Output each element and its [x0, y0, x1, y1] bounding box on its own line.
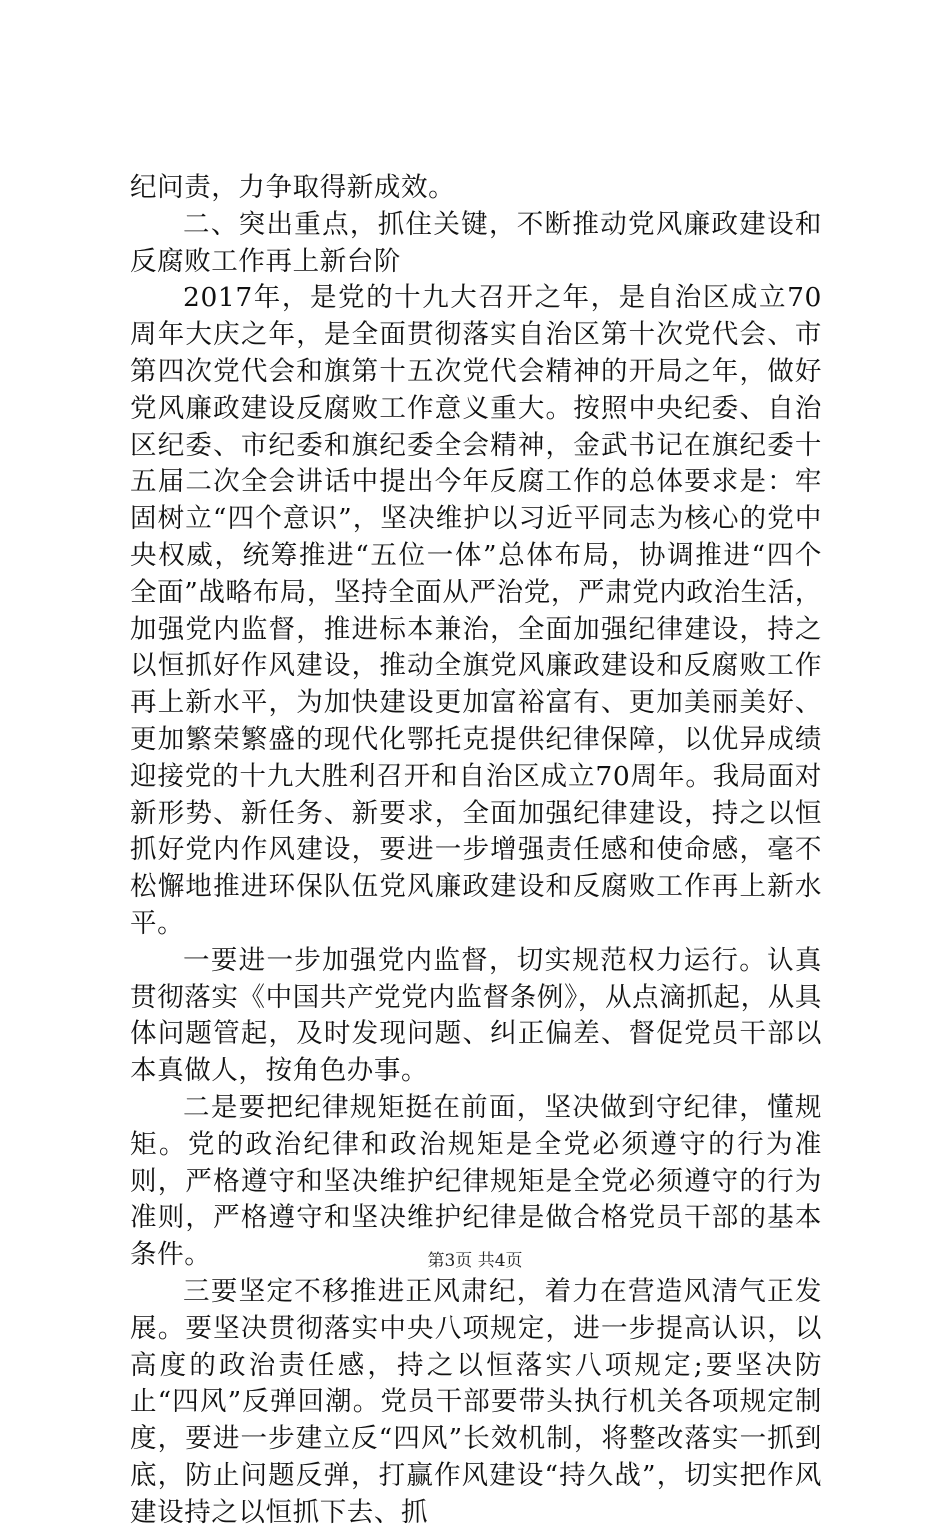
- paragraph-continuation: 纪问责，力争取得新成效。: [130, 172, 456, 203]
- paragraph-overview: 2017年，是党的十九大召开之年，是自治区成立70周年大庆之年，是全面贯彻落实自治区第十次党代会、市第四次党代会和旗第十五次党代会精神的开局之年，做好党风廉政建设反腐败工作意义重大。按照中央纪委、自治区纪委、市纪委和旗纪委全会精神，金武书记在旗纪委十五届二次全会讲话中提出今年反腐工作的总体要求是：牢固树立“四个意识”，坚决维护以习近平同志为核心的党中央权威，统筹推进“五位一体”总体布局，协调推进“四个全面”战略布局，坚持全面从严治党，严肃党内政治生活，加强党内监督，推进标本兼治，全面加强纪律建设，持之以恒抓好作风建设，推动全旗党风廉政建设和反腐败工作再上新水平，为加快建设更加富裕富有、更加美丽美好、更加繁荣繁盛的现代化鄂托克提供纪律保障，以优异成绩迎接党的十九大胜利召开和自治区成立70周年。我局面对新形势、新任务、新要求，全面加强纪律建设，持之以恒抓好党内作风建设，要进一步增强责任感和使命感，毫不松懈地推进环保队伍党风廉政建设和反腐败工作再上新水平。: [130, 282, 822, 939]
- paragraph-point-two: 二是要把纪律规矩挺在前面，坚决做到守纪律，懂规矩。党的政治纪律和政治规矩是全党必须遵守的行为准则，严格遵守和坚决维护纪律规矩是全党必须遵守的行为准则，严格遵守和坚决维护纪律是做合格党员干部的基本条件。: [130, 1091, 822, 1271]
- document-body: [130, 170, 822, 1531]
- paragraph-point-one: 一要进一步加强党内监督，切实规范权力运行。认真贯彻落实《中国共产党党内监督条例》，从点滴抓起，从具体问题管起，及时发现问题、纠正偏差、督促党员干部以本真做人，按角色办事。: [130, 944, 822, 1087]
- section-heading: 二、突出重点，抓住关键，不断推动党风廉政建设和反腐败工作再上新台阶: [130, 208, 822, 277]
- paragraph-point-three: 三要坚定不移推进正风肃纪，着力在营造风清气正发展。要坚决贯彻落实中央八项规定，进一步提高认识，以高度的政治责任感，持之以恒落实八项规定;要坚决防止“四风”反弹回潮。党员干部要带头执行机关各项规定制度，要进一步建立反“四风”长效机制，将整改落实一抓到底，防止问题反弹，打赢作风建设“持久战”，切实把作风建设持之以恒抓下去、抓: [130, 1275, 822, 1528]
- page-number-footer: 第3页 共4页: [427, 1251, 523, 1271]
